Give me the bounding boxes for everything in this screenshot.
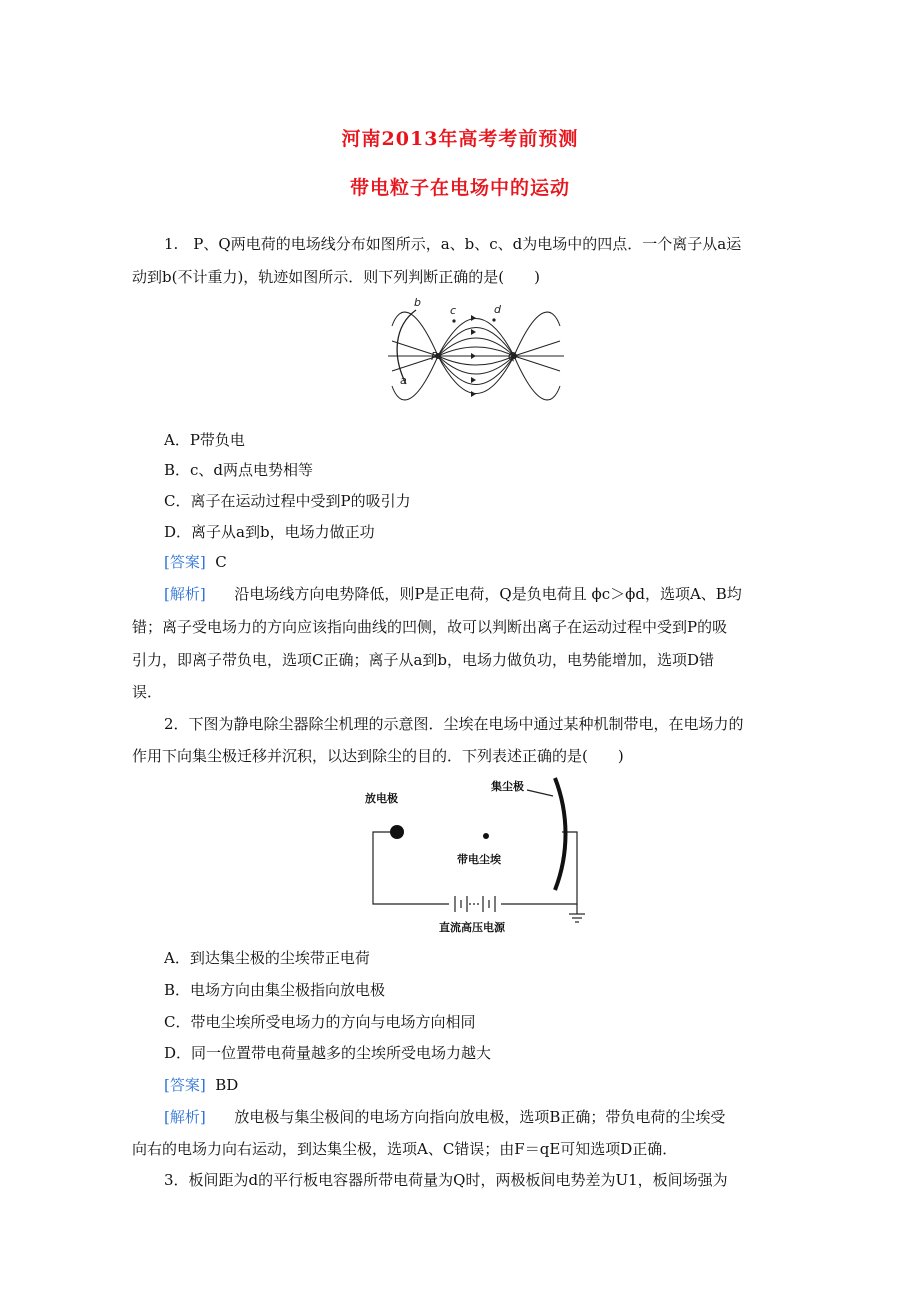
answer-tag: [答案]	[164, 553, 206, 571]
q1-analysis-line3: 引力，即离子带负电，选项C正确；离子从a到b，电场力做负功，电势能增加，选项D错	[132, 651, 715, 669]
circuit-wire	[373, 832, 449, 904]
charged-dust	[483, 833, 489, 839]
answer-tag: [答案]	[164, 1076, 206, 1094]
point-d	[492, 318, 495, 321]
field-line	[514, 312, 560, 356]
q3-stem-line1: 3．板间距为d的平行板电容器所带电荷量为Q时，两极板间电势差为U1，板间场强为	[164, 1171, 728, 1189]
arrowhead	[471, 315, 476, 321]
point-c	[452, 319, 455, 322]
q1-option-c: C．离子在运动过程中受到P的吸引力	[164, 492, 411, 510]
field-lines-figure	[384, 296, 568, 418]
q2-answer: BD	[215, 1076, 239, 1094]
precipitator-figure	[355, 774, 595, 938]
collector-plate	[555, 778, 566, 890]
q1-option-a: A．P带负电	[164, 431, 245, 449]
q2-option-c: C．带电尘埃所受电场力的方向与电场方向相同	[164, 1013, 476, 1031]
q1-stem-line1: 1. P、Q两电荷的电场线分布如图所示，a、b、c、d为电场中的四点．一个离子从a运	[164, 235, 742, 253]
q2-analysis-line2: 向右的电场力向右运动，到达集尘极，选项A、C错误；由F＝qE可知选项D正确．	[132, 1140, 678, 1158]
q1-analysis-line1	[164, 584, 824, 604]
q2-option-a: A．到达集尘极的尘埃带正电荷	[164, 949, 370, 967]
analysis-tag: [解析]	[164, 1108, 206, 1126]
page-subtitle: 带电粒子在电场中的运动	[349, 177, 570, 199]
q1-analysis-line2: 错；离子受电场力的方向应该指向曲线的凹侧，故可以判断出离子在运动过程中受到P的吸	[132, 618, 728, 636]
arrowhead	[471, 353, 476, 359]
q2-answer-row	[164, 1075, 824, 1095]
analysis-tag: [解析]	[164, 585, 206, 603]
label-c: c	[450, 304, 457, 317]
field-line	[438, 356, 514, 394]
leader-line	[527, 790, 553, 796]
label-p: P	[431, 350, 438, 363]
page-title: 河南2013年高考考前预测	[341, 128, 579, 150]
q1-answer-row	[164, 552, 824, 572]
field-line	[438, 356, 514, 365]
q2-analysis-line1	[164, 1107, 824, 1127]
q1-analysis-text-1: 沿电场线方向电势降低，则P是正电荷，Q是负电荷且 ϕc＞ϕd，选项A、B均	[234, 585, 742, 603]
ion-trajectory	[397, 310, 416, 384]
field-line	[438, 347, 514, 356]
label-b: b	[414, 296, 421, 309]
q1-answer: C	[215, 553, 227, 571]
dust-label: 带电尘埃	[457, 853, 501, 866]
power-label: 直流高压电源	[439, 921, 505, 934]
q1-option-d: D．离子从a到b，电场力做正功	[164, 523, 375, 541]
arrowhead	[471, 391, 476, 397]
q2-option-b: B．电场方向由集尘极指向放电极	[164, 981, 386, 999]
arrowhead	[471, 377, 476, 383]
label-a: a	[400, 374, 407, 387]
q1-analysis-line4: 误．	[132, 683, 163, 701]
discharge-electrode	[390, 825, 404, 839]
discharge-label: 放电极	[365, 792, 398, 805]
q2-stem-line2: 作用下向集尘极迁移并沉积，以达到除尘的目的．下列表述正确的是( )	[132, 747, 624, 765]
field-line	[438, 319, 514, 357]
q2-analysis-text-1: 放电极与集尘极间的电场方向指向放电极，选项B正确；带负电荷的尘埃受	[234, 1108, 726, 1126]
label-d: d	[494, 303, 501, 316]
q2-stem-line1: 2．下图为静电除尘器除尘机理的示意图．尘埃在电场中通过某种机制带电，在电场力的	[164, 715, 744, 733]
arrowhead	[471, 329, 476, 335]
collector-label: 集尘极	[491, 780, 524, 793]
q1-stem-line2: 动到b(不计重力)，轨迹如图所示．则下列判断正确的是( )	[132, 268, 541, 286]
label-q: Q	[508, 350, 517, 363]
field-line	[514, 356, 560, 371]
field-line	[514, 341, 560, 356]
q2-option-d: D．同一位置带电荷量越多的尘埃所受电场力越大	[164, 1044, 492, 1062]
field-line	[514, 356, 560, 400]
q1-option-b: B．c、d两点电势相等	[164, 461, 314, 479]
